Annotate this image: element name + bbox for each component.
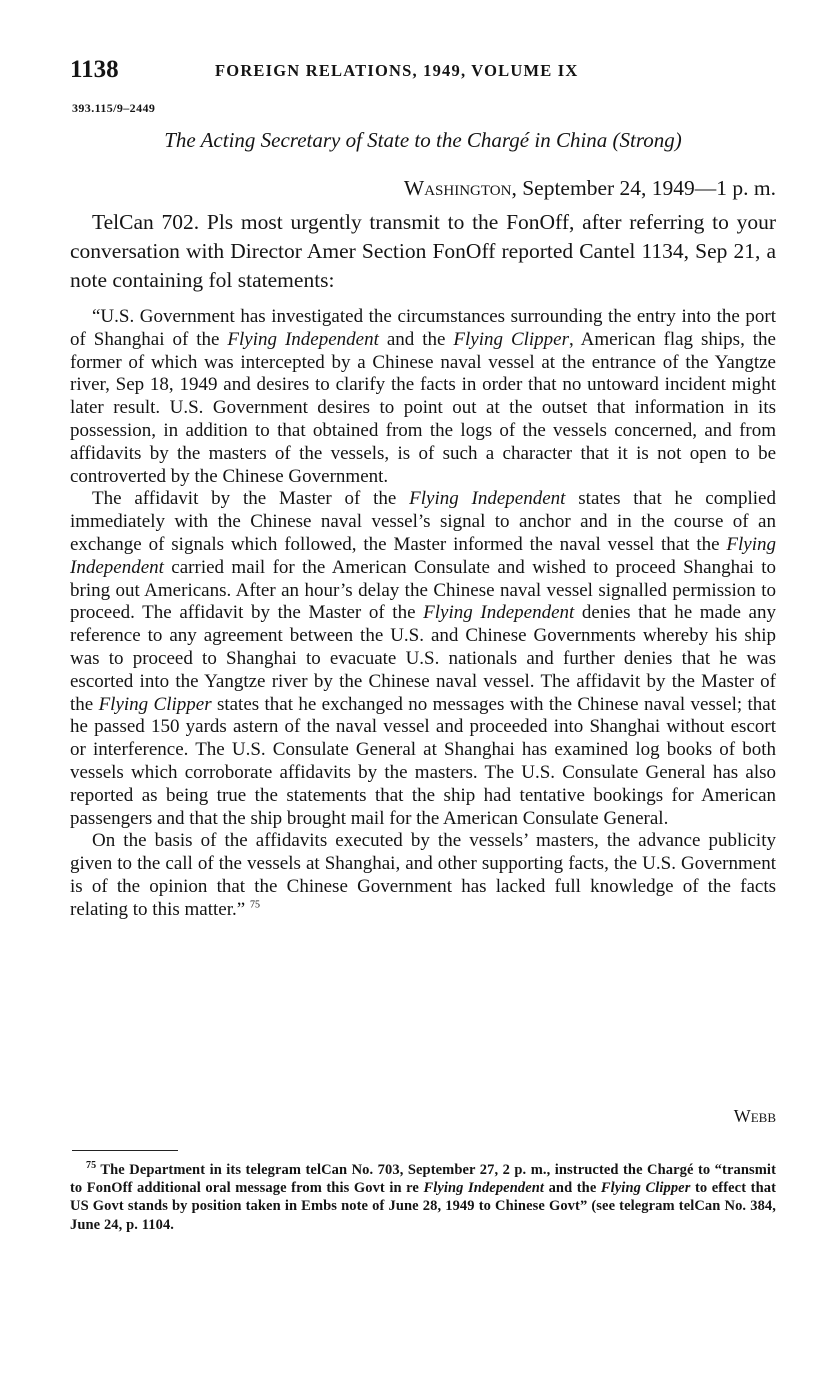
- ship-name: Flying Independent: [409, 488, 566, 510]
- footnote-divider: [72, 1150, 178, 1151]
- dateline: [404, 176, 776, 201]
- page-number: 1138: [70, 56, 119, 83]
- signature: Webb: [733, 1106, 776, 1126]
- ship-name: Flying Independent: [227, 328, 379, 350]
- file-number: 393.115/9–2449: [72, 101, 156, 115]
- running-title: FOREIGN RELATIONS, 1949, VOLUME IX: [215, 61, 579, 80]
- telegram-intro: TelCan 702. Pls most urgently transmit to the FonOff, after referring to your conversation with Director Amer Section FonOff reported Cantel 1134, Sep 21, a note containing fol statements:: [70, 210, 776, 292]
- footnote-marker: 75: [86, 1160, 97, 1172]
- title-close: ): [674, 128, 682, 152]
- ship-name: Flying Independent: [70, 533, 776, 578]
- document-title: [70, 128, 776, 153]
- title-name: Strong: [619, 128, 675, 152]
- running-header: [70, 56, 776, 88]
- ship-name: Flying Independent: [423, 1180, 545, 1197]
- footnote-75: $^{75}$ The Department in its telegram telCan No. 703, September 27, 2 p. m., instructed the Chargé to “transmit to FonOff additional oral message from this Govt in re Flying Independent and the Flying Clipper to effect that US Govt stands by position taken in Embs note of June 28, 1949 to Chinese Govt” (see telegram telCan No. 384, June 24, p. 1104.: [70, 1160, 777, 1233]
- title-text: The Acting Secretary of State to the Chargé in China (: [164, 128, 620, 152]
- ship-name: Flying Independent: [423, 602, 575, 624]
- quote-paragraph-2: The affidavit by the Master of the Flying Independent states that he complied immediately with the Chinese naval vessel’s signal to anchor and in the course of an exchange of signals which followed, the Master informed the naval vessel that the Flying Independent carried mail for the American Consulate and wished to proceed Shanghai to bring out Americans. After an hour’s delay the Chinese naval vessel signalled permission to proceed. The affidavit by the Master of the Flying Independent denies that he made any reference to any agreement between the U.S. and Chinese Governments whereby his ship was to proceed to Shanghai to evacuate U.S. nationals and further denies that he was escorted into the Yangtze river by the Chinese naval vessel. The affidavit by the Master of the Flying Clipper states that he exchanged no messages with the Chinese naval vessel; that he passed 150 yards astern of the naval vessel and proceeded into Shanghai without escort or interference. The U.S. Consulate General at Shanghai has examined log books of both vessels which corroborate affidavits by the masters. The U.S. Consulate General has also reported as being true the statements that the ship had tentative bookings for American passengers and that the ship brought mail for the American Consulate General.: [70, 488, 777, 829]
- dateline-date: , September 24, 1949—1 p. m.: [511, 176, 776, 200]
- quote-paragraph-1: “U.S. Government has investigated the circumstances surrounding the entry into the port of Shanghai of the Flying Independent and the Flying Clipper, American flag ships, the former of which was intercepted by a Chinese naval vessel at the entrance of the Yangtze river, Sep 18, 1949 and desires to clarify the facts in order that no untoward incident might later result. U.S. Government desires to point out at the outset that information in its possession, in addition to that obtained from the logs of the vessels concerned, and from affidavits by the masters of the vessels, is of such a character that it is not open to be controverted by the Chinese Government.: [70, 306, 776, 487]
- dateline-place: Washington: [403, 176, 512, 200]
- ship-name: Flying Clipper: [98, 693, 212, 715]
- quote-paragraph-3: On the basis of the affidavits executed by the vessels’ masters, the advance publicity given to the call of the vessels at Shanghai, and other supporting facts, the U.S. Government is of the opinion that the Chinese Government has lacked full knowledge of the facts relating to this matter.” $^{75}$: [70, 830, 776, 920]
- ship-name: Flying Clipper: [600, 1180, 691, 1197]
- quoted-note: [70, 306, 776, 922]
- ship-name: Flying Clipper: [453, 328, 569, 350]
- footnote-reference: 75: [249, 899, 260, 911]
